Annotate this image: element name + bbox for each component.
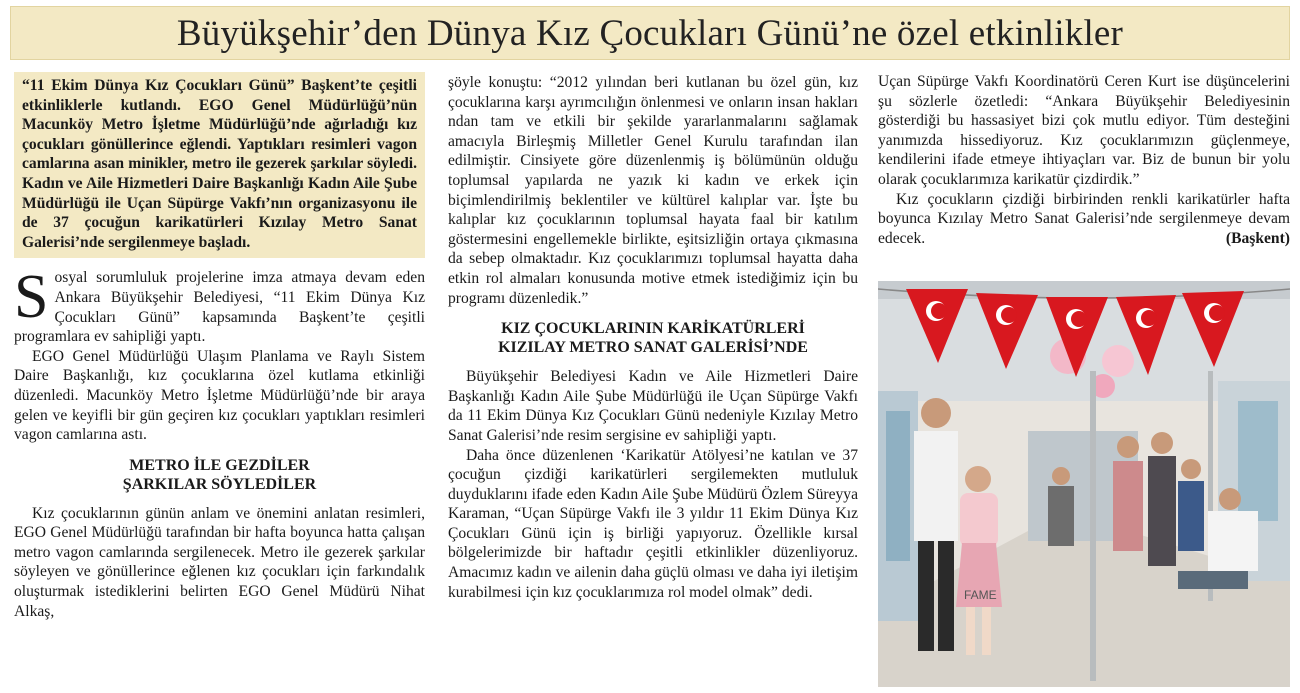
subheading-metro: METRO İLE GEZDİLER ŞARKILAR SÖYLEDİLER: [122, 456, 317, 493]
metro-photo-illustration: [878, 281, 1290, 687]
column-3: [878, 72, 1290, 248]
paragraph-7: Uçan Süpürge Vakfı Koordinatörü Ceren Kurt ise düşüncelerini şu sözlerle özetledi: “Ankara Büyükşehir Belediyesinin gösterdiği bu hassasiyet bizi çok mutlu ediyor. Tüm desteğini yanımızda hissediyoruz. Kız çocuklarımızın güçlenmeye, kendilerini ifade etmeye ihtiyaçları var. Biz de bunun bir yolu olarak çocuklarımıza karikatür çizdirdik.”: [878, 73, 1290, 188]
shirt-text: FAME: [964, 588, 997, 602]
headline: Büyükşehir’den Dünya Kız Çocukları Günü’ne özel etkinlikler: [10, 6, 1290, 60]
lead-box: “11 Ekim Dünya Kız Çocukları Günü” Başkent’te çeşitli etkinliklerle kutlandı. EGO Genel Müdürlüğü’nün Macunköy Metro İşletme Müdürlüğü’nde ağırladığı kız çocukları gönüllerince eğlendi. Yaptıkları resimleri vagon camlarına asan minikler, metro ile gezerek şarkılar söyledi. Kadın ve Aile Hizmetleri Daire Başkanlığı Kadın Aile Şube Müdürlüğü ile Uçan Süpürge Vakfı’nın organizasyonu ile de 37 çocuğun karikatürleri Kızılay Metro Sanat Galerisi’nde sergilenmeye başladı.: [14, 72, 425, 258]
paragraph-1-text: osyal sorumluluk projelerine imza atmaya devam eden Ankara Büyükşehir Belediyesi, “11 Ekim Dünya Kız Çocukları Günü” kapsamında Başkent’te çeşitli programlara ev sahipliği yaptı.: [14, 269, 425, 346]
paragraph-6: Daha önce düzenlenen ‘Karikatür Atölyesi’ne katılan ve 37 çocuğun çizdiği karikatürleri sergilemekten mutluluk duyduklarını ifade eden Kadın Aile Şube Müdürü Özlem Süreyya Karaman, “Uçan Süpürge Vakfı ile 3 yıldır 11 Ekim Dünya Kız Çocukları Günü için iş birliği yapıyoruz. Özellikle kırsal bölgelerimizde bir haftadır çeşitli etkinlikler düzenliyoruz. Amacımız kadın ve ailenin daha güçlü olması ve daha iyi iletişim kurabilmesi için kız çocuklarımıza rol model olmak” dedi.: [448, 446, 858, 601]
column-1: [14, 72, 425, 621]
metro-photo: [878, 281, 1290, 687]
source-credit: (Başkent): [1225, 229, 1290, 247]
column-2: [448, 73, 858, 602]
paragraph-2: EGO Genel Müdürlüğü Ulaşım Planlama ve Raylı Sistem Daire Başkanlığı, kız çocuklarına özel kutlama etkinliği düzenledi. Macunköy Metro İşletme Müdürlüğü’nde bir araya gelen ve keyifli bir gün geçiren kız çocukları yaptıkları resimleri vagon camlarına astı.: [14, 347, 425, 444]
paragraph-5: Büyükşehir Belediyesi Kadın ve Aile Hizmetleri Daire Başkanlığı Kadın Aile Şube Müdürlüğü ile Uçan Süpürge Vakfı da 11 Ekim Dünya Kız Çocukları Günü nedeniyle Kızılay Metro Sanat Galerisi’nde resim sergisine ev sahipliği yaptı.: [448, 368, 858, 444]
paragraph-8-text: Kız çocukların çizdiği birbirinden renkli karikatürler hafta boyunca Kızılay Metro Sanat Galerisi’nde sergilenmeye devam edecek.: [878, 190, 1290, 247]
paragraph-3: Kız çocuklarının günün anlam ve önemini anlatan resimleri, EGO Genel Müdürlüğü tarafından bir hafta boyunca hatta çalışan metro vagon camlarında sergilenecek. Metro ile gezerek şarkılar söyleyen ve gönüllerince eğlenen kız çocukları için farkındalık oluşturmak istediklerini belirten EGO Genel Müdürü Nihat Alkaş,: [14, 504, 425, 620]
subheading-karikatur: KIZ ÇOCUKLARININ KARİKATÜRLERİ KIZILAY METRO SANAT GALERİSİ’NDE: [498, 320, 808, 357]
paragraph-4: şöyle konuştu: “2012 yılından beri kutlanan bu özel gün, kız çocuklarına karşı ayrımcılığın önlenmesi ve onların insan hakları ndan tam ve etkili bir şekilde yararlanmalarını sağlamak amacıyla Birleşmiş Milletler Genel Kurulu tarafından ilan edilmiştir. Cinsiyete göre düzenlenmiş iş bölümünün olduğu toplumsal yapılarda ne yazık ki kadın ve erkek için biçimlendirilmiş beklentiler ve kültürel kalıplar var. İşte bu kalıplar kız çocuklarının toplumsal hayata faal bir katılım göstermesini engellemekle birlikte, eşitsizliğin ortaya çıkmasına da sebep olmaktadır. Kız çocuklarımızı toplumsal hayatta daha etkin rol almaları konusunda motive etmek istediğimiz için bu programı düzenledik.”: [448, 74, 858, 307]
paragraph-1: [14, 263, 425, 346]
paragraph-8: [878, 190, 1290, 249]
drop-cap: S: [14, 263, 49, 332]
